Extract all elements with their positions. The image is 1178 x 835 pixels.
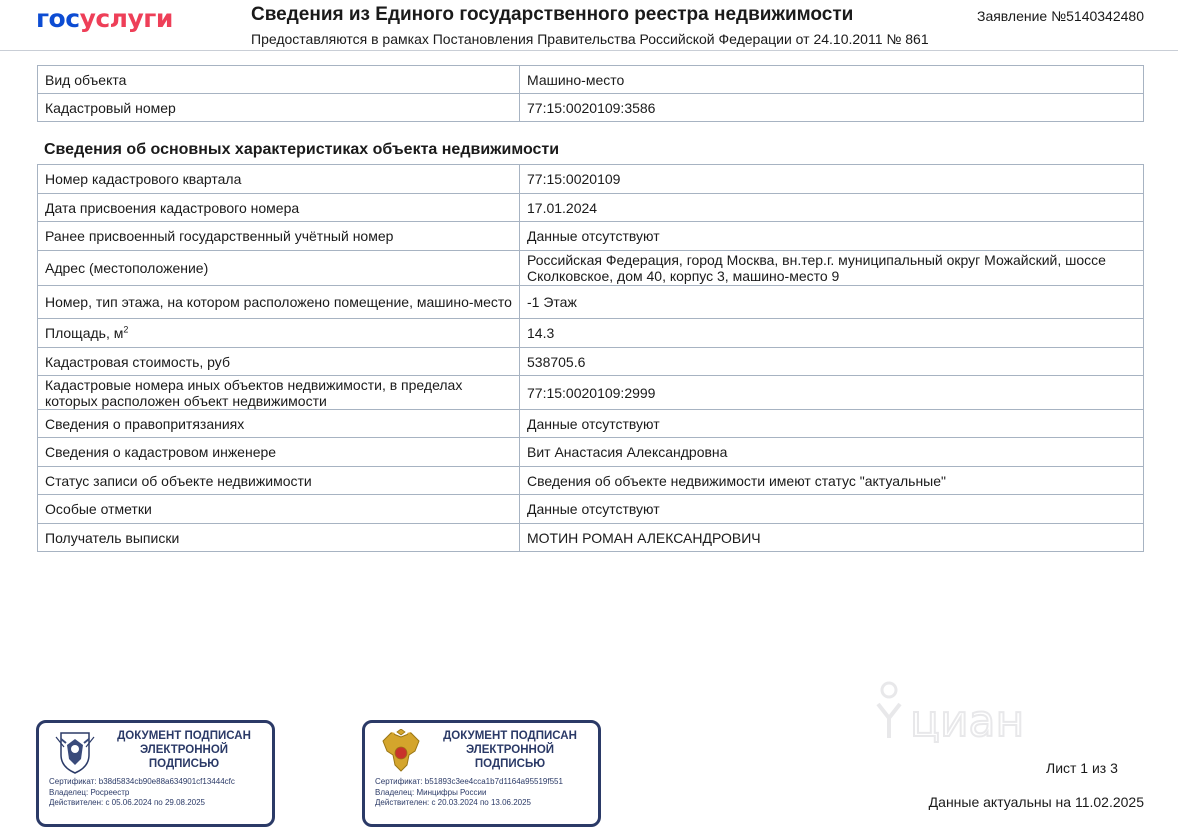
stamp-info bbox=[375, 777, 563, 809]
area-unit-superscript: 2 bbox=[123, 324, 129, 335]
data-actual-date: Данные актуальны на 11.02.2025 bbox=[928, 794, 1144, 810]
stamp-heading bbox=[101, 729, 267, 771]
application-number: Заявление №5140342480 bbox=[976, 8, 1144, 24]
table-row bbox=[38, 467, 1144, 495]
row-value: -1 Этаж bbox=[520, 286, 1144, 319]
row-value: Российская Федерация, город Москва, вн.тер.г. муниципальный округ Можайский, шоссе Сколковское, дом 40, корпус 3, машино-место 9 bbox=[520, 251, 1144, 286]
row-label bbox=[38, 319, 520, 348]
row-value: 17.01.2024 bbox=[520, 194, 1144, 222]
stamp-heading-line: ПОДПИСЬЮ bbox=[474, 758, 546, 770]
table-row bbox=[38, 319, 1144, 348]
document-title: Сведения из Единого государственного реестра недвижимости bbox=[251, 4, 854, 25]
table-row bbox=[38, 438, 1144, 467]
characteristics-table bbox=[37, 164, 1144, 552]
table-row bbox=[38, 286, 1144, 319]
table-row bbox=[38, 376, 1144, 410]
electronic-signature-stamp-rosreestr bbox=[36, 720, 275, 827]
row-value: Данные отсутствуют bbox=[520, 410, 1144, 438]
stamp-owner: Владелец: Минцифры России bbox=[375, 787, 487, 797]
row-value: Данные отсутствуют bbox=[520, 222, 1144, 251]
stamp-certificate: Сертификат: b38d5834cb90e88a634901cf13444cfc bbox=[49, 777, 235, 786]
stamp-info bbox=[49, 777, 235, 809]
stamp-validity: Действителен: с 20.03.2024 по 13.06.2025 bbox=[375, 798, 531, 807]
table-row bbox=[38, 348, 1144, 376]
row-label: Дата присвоения кадастрового номера bbox=[38, 194, 520, 222]
row-label: Вид объекта bbox=[38, 66, 520, 94]
stamp-heading-line: ДОКУМЕНТ ПОДПИСАН bbox=[117, 730, 251, 742]
table-row bbox=[38, 194, 1144, 222]
table-row bbox=[38, 524, 1144, 552]
stamp-owner: Владелец: Росреестр bbox=[49, 787, 130, 797]
row-label: Особые отметки bbox=[38, 495, 520, 524]
gosuslugi-logo bbox=[36, 4, 173, 33]
table-row bbox=[38, 222, 1144, 251]
table-row bbox=[38, 94, 1144, 122]
row-label: Кадастровая стоимость, руб bbox=[38, 348, 520, 376]
cian-watermark bbox=[862, 676, 1062, 746]
row-value: МОТИН РОМАН АЛЕКСАНДРОВИЧ bbox=[520, 524, 1144, 552]
row-label: Номер кадастрового квартала bbox=[38, 165, 520, 194]
table-row bbox=[38, 66, 1144, 94]
rosreestr-emblem-icon bbox=[53, 729, 97, 775]
row-label: Номер, тип этажа, на котором расположено помещение, машино-место bbox=[38, 286, 520, 319]
stamp-certificate: Сертификат: b51893c3ee4cca1b7d1164a95519f551 bbox=[375, 777, 563, 786]
stamp-heading bbox=[427, 729, 593, 771]
document-header bbox=[0, 0, 1178, 51]
row-value: 14.3 bbox=[520, 319, 1144, 348]
electronic-signature-stamp-mintsifry bbox=[362, 720, 601, 827]
stamp-heading-line: ДОКУМЕНТ ПОДПИСАН bbox=[443, 730, 577, 742]
object-table bbox=[37, 65, 1144, 122]
row-value: Вит Анастасия Александровна bbox=[520, 438, 1144, 467]
row-label: Адрес (местоположение) bbox=[38, 251, 520, 286]
row-value: 77:15:0020109:2999 bbox=[520, 376, 1144, 410]
document-subtitle: Предоставляются в рамках Постановления Правительства Российской Федерации от 24.10.2011 № 861 bbox=[251, 31, 929, 47]
table-row bbox=[38, 495, 1144, 524]
cian-watermark-text: циан bbox=[910, 696, 1025, 746]
stamp-validity: Действителен: с 05.06.2024 по 29.08.2025 bbox=[49, 798, 205, 807]
row-label: Ранее присвоенный государственный учётный номер bbox=[38, 222, 520, 251]
area-label-text: Площадь, м bbox=[45, 325, 124, 341]
row-value: Машино-место bbox=[520, 66, 1144, 94]
table-row bbox=[38, 251, 1144, 286]
cian-watermark-icon bbox=[882, 683, 896, 697]
stamp-heading-line: ЭЛЕКТРОННОЙ bbox=[139, 744, 229, 756]
row-label: Статус записи об объекте недвижимости bbox=[38, 467, 520, 495]
row-label: Сведения о кадастровом инженере bbox=[38, 438, 520, 467]
row-value: 538705.6 bbox=[520, 348, 1144, 376]
row-label: Сведения о правопритязаниях bbox=[38, 410, 520, 438]
page-number: Лист 1 из 3 bbox=[1046, 760, 1118, 776]
section-title: Сведения об основных характеристиках объекта недвижимости bbox=[44, 141, 560, 158]
russia-coat-of-arms-icon bbox=[379, 729, 423, 775]
stamp-heading-line: ЭЛЕКТРОННОЙ bbox=[465, 744, 555, 756]
table-row bbox=[38, 165, 1144, 194]
row-value: Сведения об объекте недвижимости имеют статус "актуальные" bbox=[520, 467, 1144, 495]
row-label: Получатель выписки bbox=[38, 524, 520, 552]
row-value: 77:15:0020109 bbox=[520, 165, 1144, 194]
row-value: Данные отсутствуют bbox=[520, 495, 1144, 524]
row-value: 77:15:0020109:3586 bbox=[520, 94, 1144, 122]
logo-part-uslugi: услуги bbox=[79, 4, 173, 33]
row-label: Кадастровый номер bbox=[38, 94, 520, 122]
table-row bbox=[38, 410, 1144, 438]
logo-part-gos: гос bbox=[36, 4, 80, 33]
row-label: Кадастровые номера иных объектов недвижимости, в пределах которых расположен объект недвижимости bbox=[38, 376, 520, 410]
stamp-heading-line: ПОДПИСЬЮ bbox=[148, 758, 220, 770]
